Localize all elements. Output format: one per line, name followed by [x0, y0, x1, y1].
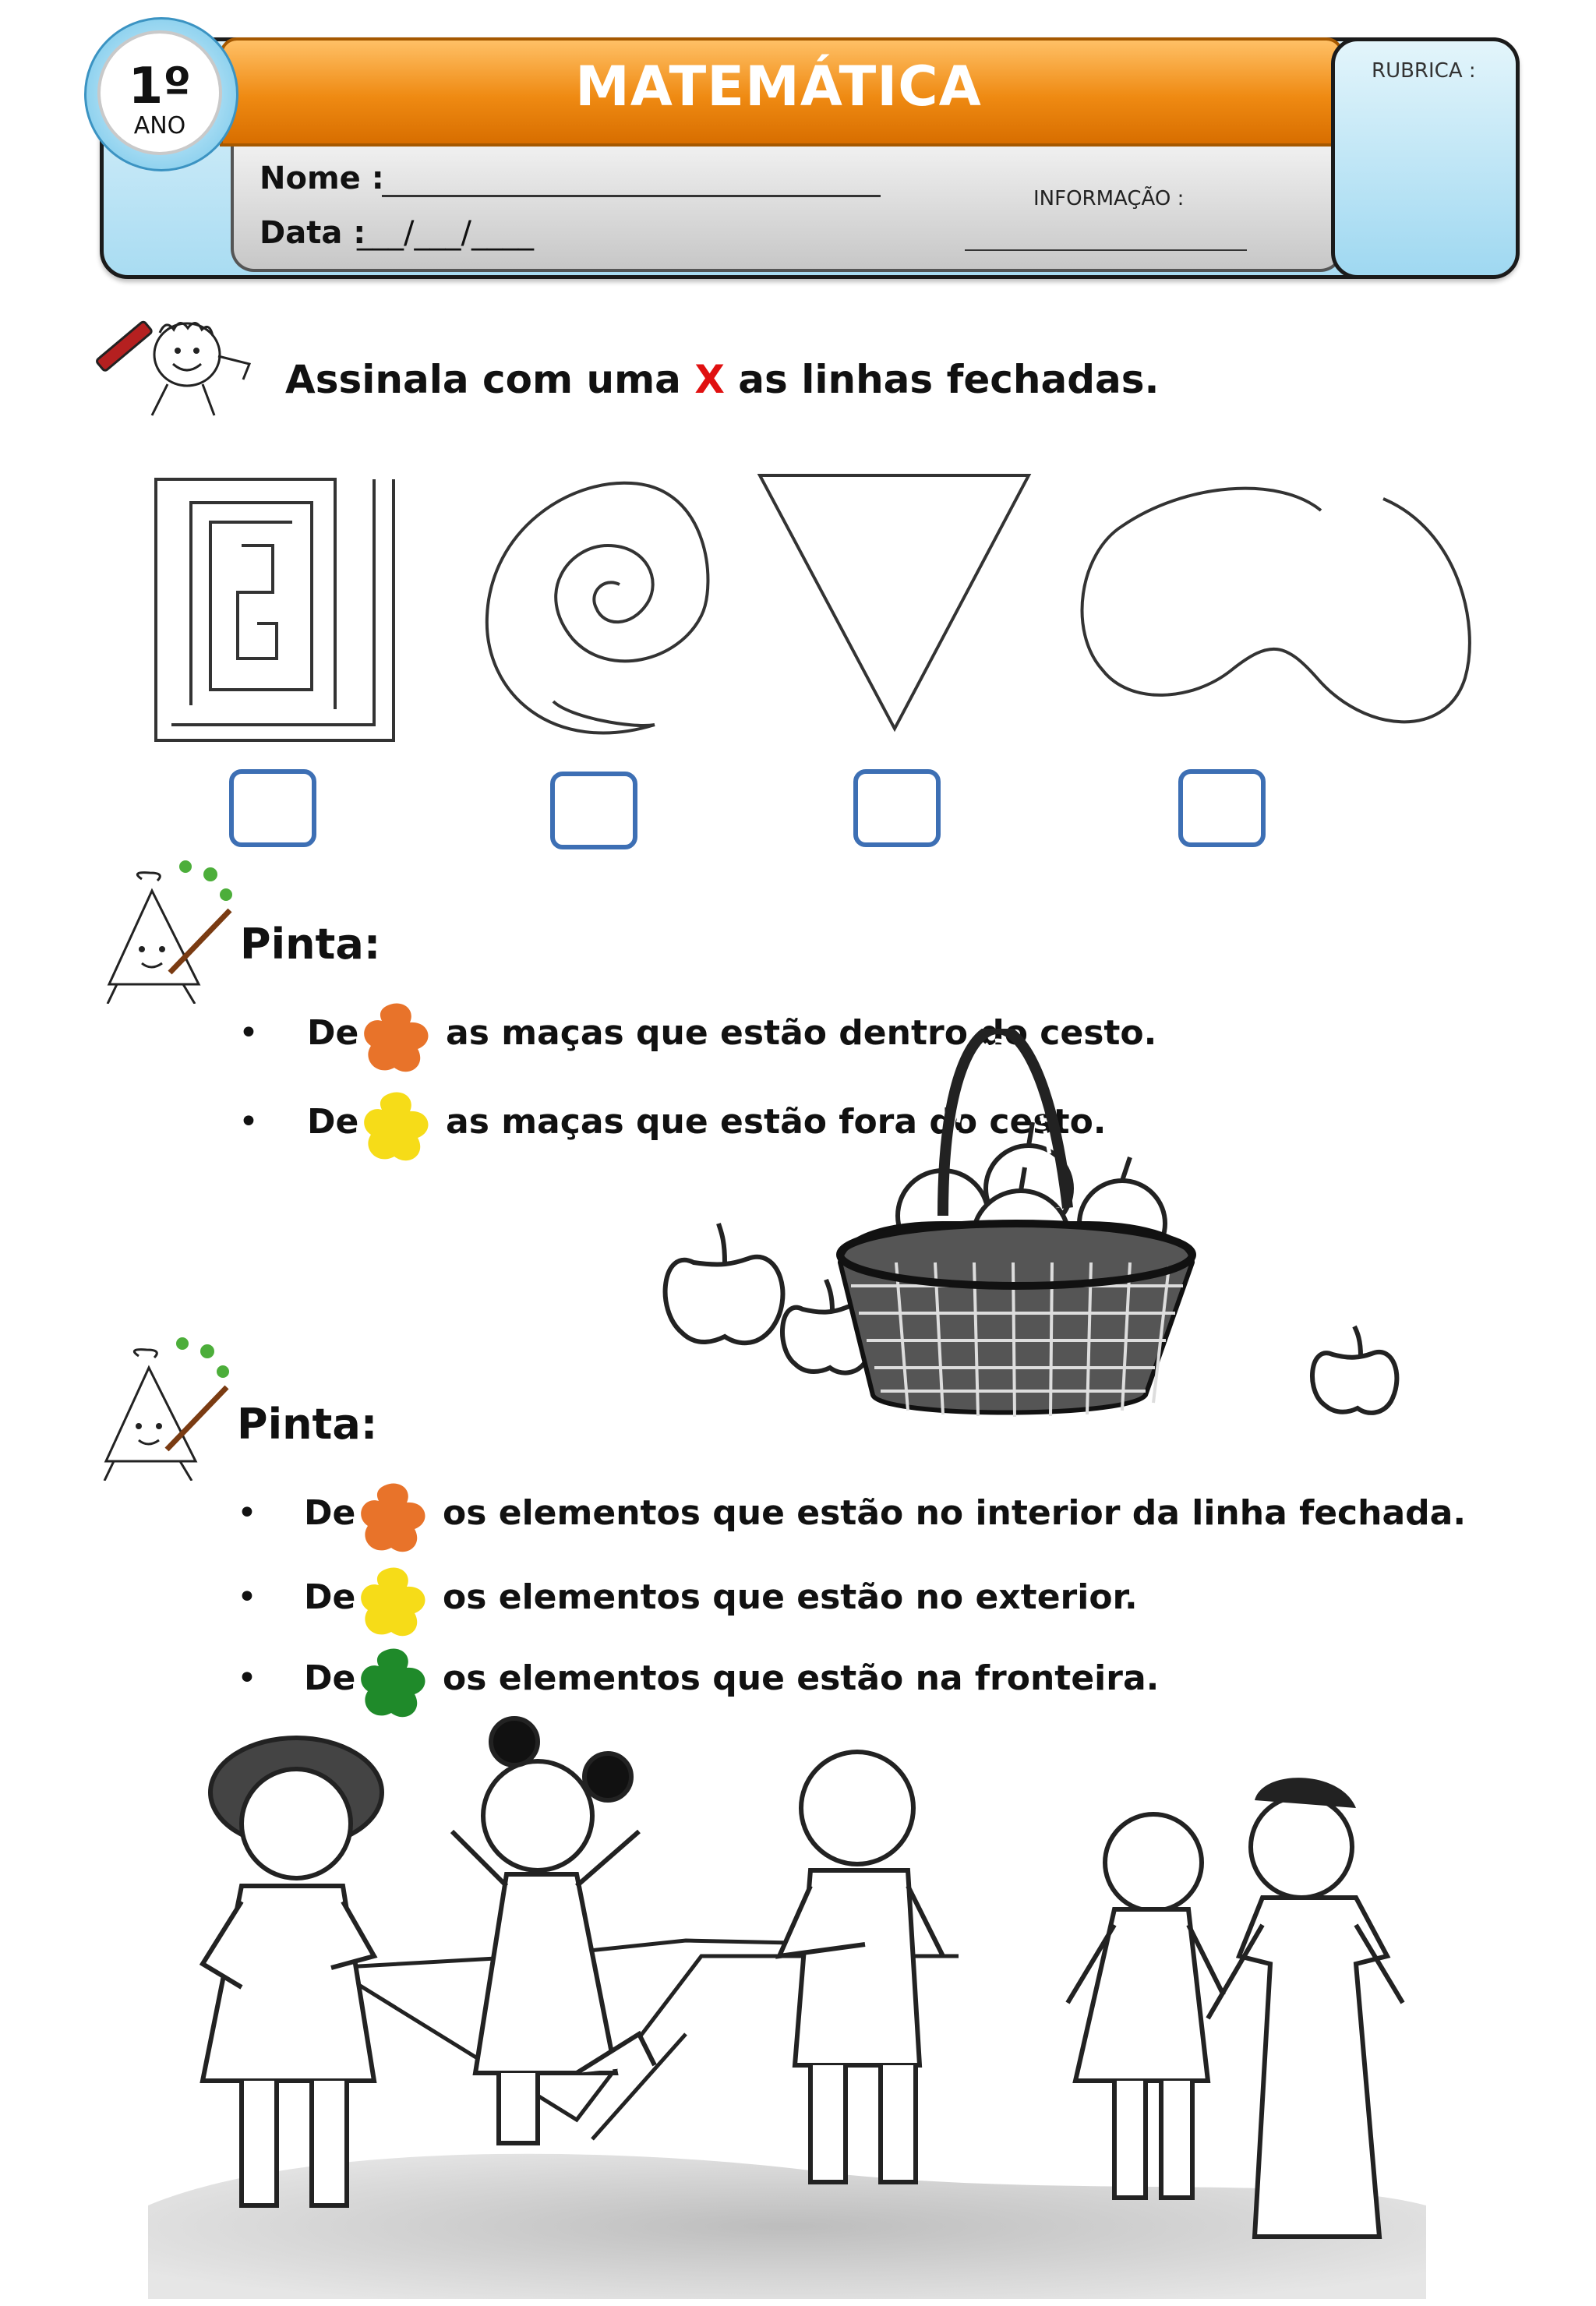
item-text: os elementos que estão no exterior.	[443, 1577, 1138, 1617]
exercise1-instruction	[285, 357, 1160, 402]
exercise3-heading: Pinta:	[237, 1400, 378, 1449]
item-prefix: De	[304, 1577, 356, 1617]
instruction-x-mark: X	[694, 357, 725, 402]
orange-paint-blob-icon	[358, 1481, 430, 1556]
year-label: ANO	[133, 112, 186, 139]
item-text: as maças que estão fora do cesto.	[446, 1102, 1107, 1142]
item-prefix: De	[304, 1493, 356, 1533]
instruction-text-start: Assinala com uma	[285, 357, 695, 402]
checkbox-spiral[interactable]	[550, 772, 637, 849]
item-text: os elementos que estão na fronteira.	[443, 1658, 1160, 1698]
item-prefix: De	[307, 1013, 359, 1053]
page-title: MATEMÁTICA	[575, 55, 982, 118]
pencil-character-icon	[86, 308, 281, 433]
item-text: as maças que estão dentro do cesto.	[446, 1013, 1157, 1053]
painter-triangle-icon	[94, 856, 242, 1004]
bullet-dot: •	[237, 1577, 257, 1617]
bullet-dot: •	[238, 1102, 259, 1142]
orange-paint-blob-icon	[362, 1001, 433, 1075]
bullet-dot: •	[237, 1658, 257, 1698]
info-label: INFORMAÇÃO :	[1033, 187, 1185, 210]
painter-triangle-icon	[90, 1333, 238, 1481]
item-prefix: De	[304, 1658, 356, 1698]
name-field[interactable]	[382, 195, 881, 197]
instruction-text-end: as linhas fechadas.	[724, 357, 1160, 402]
date-label: Data :	[260, 215, 366, 251]
bullet-dot: •	[238, 1013, 259, 1053]
spiral-shape	[487, 483, 708, 733]
info-field[interactable]	[965, 249, 1247, 251]
children-jump-rope-illustration	[140, 1707, 1434, 2299]
yellow-paint-blob-icon	[362, 1089, 433, 1164]
item-text: os elementos que estão no interior da linha fechada.	[443, 1493, 1467, 1533]
item-prefix: De	[307, 1102, 359, 1142]
exercise1-shapes	[148, 468, 1488, 748]
bean-shape	[1082, 489, 1470, 722]
checkbox-bean-curve[interactable]	[1178, 769, 1266, 847]
checkbox-triangle[interactable]	[853, 769, 941, 847]
date-field[interactable]: ___/___/____	[357, 215, 534, 251]
square-spiral-shape	[156, 479, 394, 740]
checkbox-square-spiral[interactable]	[229, 769, 316, 847]
year-number: 1º	[128, 58, 192, 115]
exercise2-heading: Pinta:	[240, 920, 381, 969]
basket-with-apples-illustration	[647, 1029, 1426, 1434]
triangle-shape	[760, 475, 1029, 729]
name-label: Nome :	[260, 161, 384, 196]
bullet-dot: •	[237, 1493, 257, 1533]
yellow-paint-blob-icon	[358, 1565, 430, 1640]
rubrica-label: RUBRICA :	[1372, 59, 1476, 83]
